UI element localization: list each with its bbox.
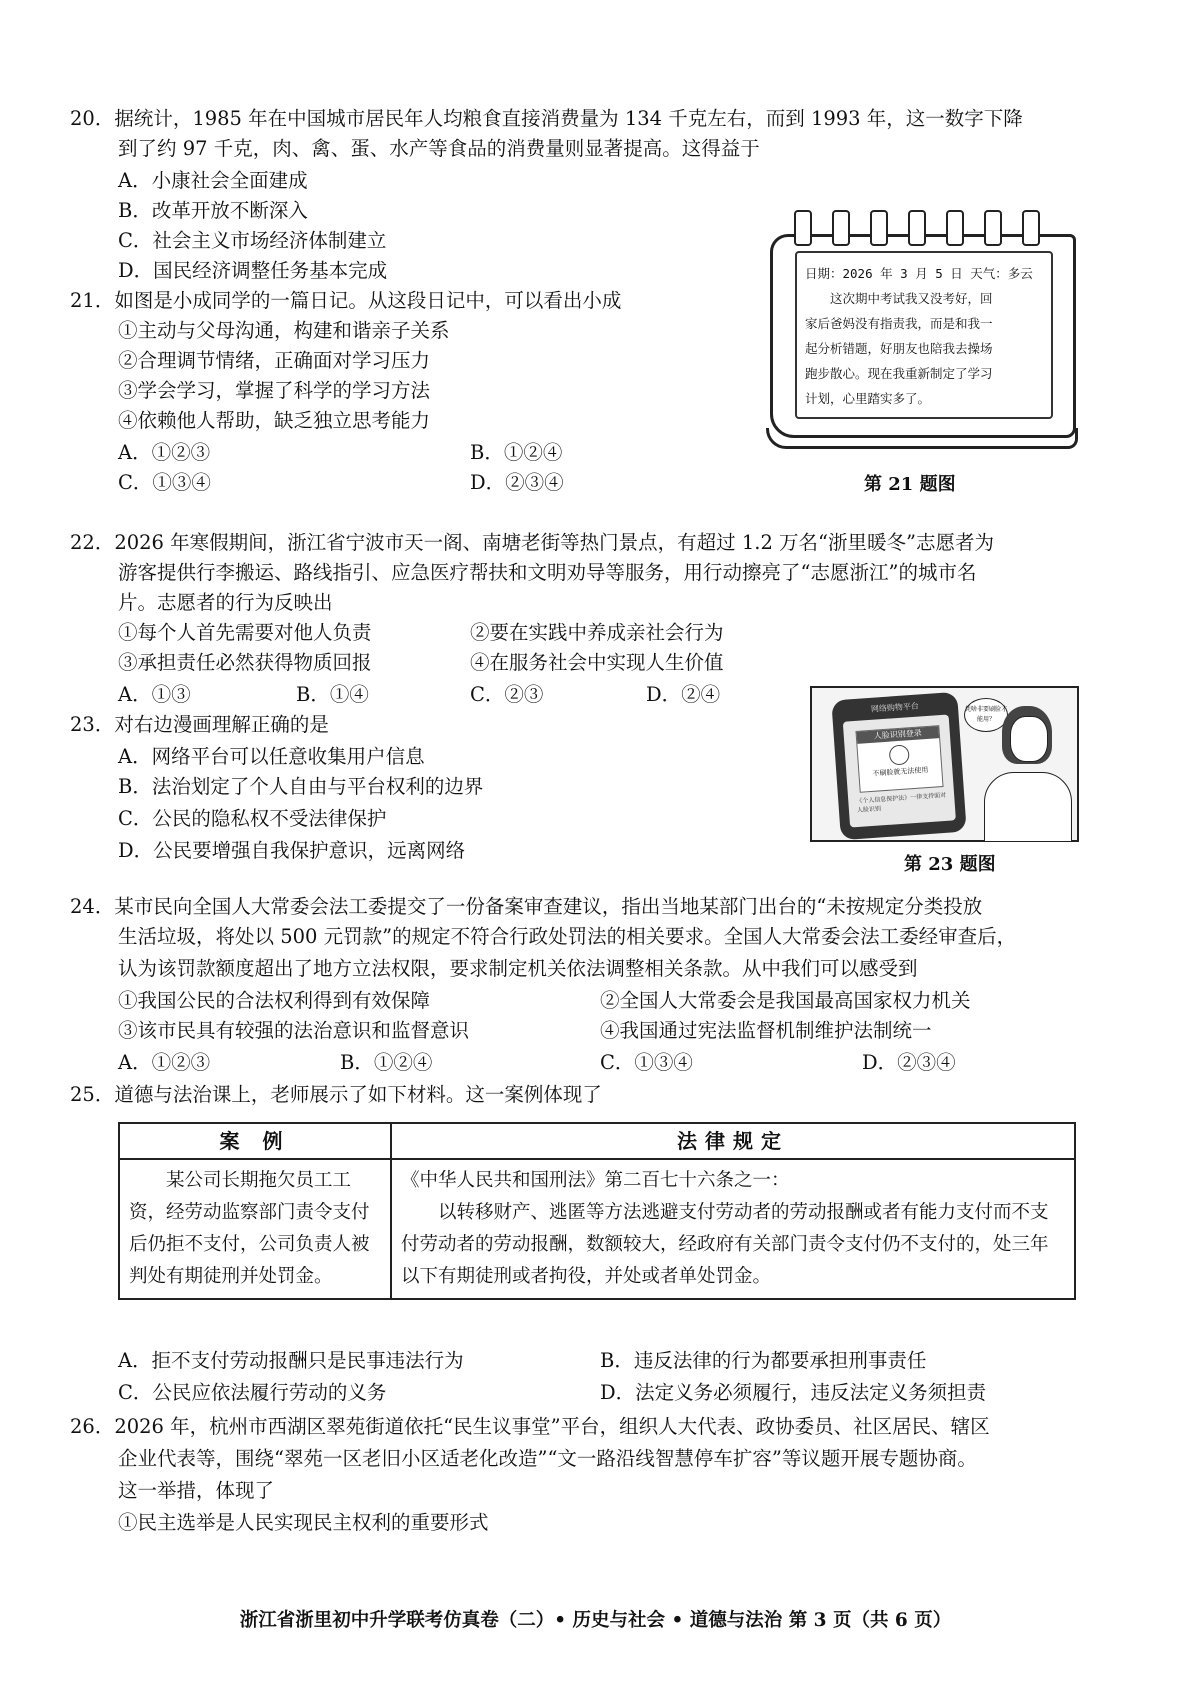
q20-stem-line-2: 到了约 97 千克，肉、禽、蛋、水产等食品的消费量则显著提高。这得益于 (118, 137, 760, 160)
q24-option-d: D．②③④ (862, 1051, 956, 1074)
q21-stem: 21．如图是小成同学的一篇日记。从这段日记中，可以看出小成 (70, 289, 622, 312)
q22-item-4: ④在服务社会中实现人生价值 (470, 651, 724, 674)
q22-stem-line-1: 22．2026 年寒假期间，浙江省宁波市天一阁、南塘老街等热门景点，有超过 1.2 万名“浙里暖冬”志愿者为 (70, 531, 994, 554)
woman-face (1010, 716, 1048, 762)
diary-ring-icon (984, 210, 1002, 246)
q26-stem-line-3: 这一举措，体现了 (118, 1479, 275, 1502)
q21-option-c: C．①③④ (118, 471, 211, 494)
speech-bubble: 凭啥非要刷脸才能用？ (964, 698, 1008, 732)
q24-option-c: C．①③④ (600, 1051, 693, 1074)
face-icon (889, 744, 910, 765)
q24-option-b: B．①②④ (340, 1051, 433, 1074)
phone-icon (831, 692, 966, 840)
q21-item-3: ③学会学习，掌握了科学的学习方法 (118, 379, 431, 402)
q25-option-d: D．法定义务必须履行，违反法定义务须担责 (600, 1381, 987, 1404)
q24-item-2: ②全国人大常委会是我国最高国家权力机关 (600, 989, 971, 1012)
q25-option-a: A．拒不支付劳动报酬只是民事违法行为 (118, 1349, 464, 1372)
q20-option-d: D．国民经济调整任务基本完成 (118, 259, 388, 282)
q26-item-1: ①民主选举是人民实现民主权利的重要形式 (118, 1511, 489, 1534)
table-cell-case (119, 1159, 391, 1299)
diary-line-4: 跑步散心。现在我重新制定了学习 (805, 366, 993, 381)
q22-item-1: ①每个人首先需要对他人负责 (118, 621, 372, 644)
page-footer: 浙江省浙里初中升学联考仿真卷（二）• 历史与社会 • 道德与法治 第 3 页（共 6 页） (239, 1610, 952, 1631)
q22-option-a: A．①③ (118, 683, 191, 706)
q22-option-d: D．②④ (646, 683, 721, 706)
q24-item-3: ③该市民具有较强的法治意识和监督意识 (118, 1019, 470, 1042)
diary-figure (762, 210, 1080, 450)
law-text: 以转移财产、逃匿等方法逃避支付劳动者的劳动报酬或者有能力支付而不支付劳动者的劳动报酬，数额较大，经政府有关部门责令支付仍不支付的，处三年以下有期徒刑或者拘役，并处或者单处罚金。 (401, 1202, 1049, 1287)
q23-option-b: B．法治划定了个人自由与平台权利的边界 (118, 775, 484, 798)
q26-stem-line-2: 企业代表等，围绕“翠苑一区老旧小区适老化改造”“文一路沿线智慧停车扩容”等议题开展专题协商。 (118, 1447, 977, 1470)
diary-line-2: 家后爸妈没有指责我，而是和我一 (805, 316, 993, 331)
diary-ring-icon (946, 210, 964, 246)
q23-option-d: D．公民要增强自我保护意识，远离网络 (118, 839, 466, 862)
q24-stem-line-2: 生活垃圾，将处以 500 元罚款”的规定不符合行政处罚法的相关要求。全国人大常委会法工委经审查后， (118, 925, 1017, 948)
case-law-table (118, 1122, 1076, 1300)
q22-item-3: ③承担责任必然获得物质回报 (118, 651, 372, 674)
q23-figure-caption: 第 23 题图 (904, 854, 996, 875)
phone-title: 网络购物平台 (870, 701, 920, 714)
q22-option-c: C．②③ (470, 683, 544, 706)
q22-stem-line-2: 游客提供行李搬运、路线指引、应急医疗帮扶和文明劝导等服务，用行动擦亮了“志愿浙江”的城市名 (118, 561, 977, 584)
diary-ring-icon (794, 210, 812, 246)
diary-ring-icon (1022, 210, 1040, 246)
q21-item-1: ①主动与父母沟通，构建和谐亲子关系 (118, 319, 450, 342)
q24-stem-line-1: 24．某市民向全国人大常委会法工委提交了一份备案审查建议，指出当地某部门出台的“未按规定分类投放 (70, 895, 983, 918)
diary-page (795, 251, 1053, 419)
table-cell-law (391, 1159, 1075, 1299)
popup-button: 不刷脸就无法使用 (872, 765, 929, 778)
q20-stem-line-1: 20．据统计，1985 年在中国城市居民年人均粮食直接消费量为 134 千克左右，而到 1993 年，这一数字下降 (70, 107, 1023, 130)
diary-notebook (770, 234, 1076, 438)
q20-option-a: A．小康社会全面建成 (118, 169, 308, 192)
diary-ring-icon (908, 210, 926, 246)
popup-title: 人脸识别登录 (857, 726, 940, 744)
q25-stem: 25．道德与法治课上，老师展示了如下材料。这一案例体现了 (70, 1083, 602, 1106)
q26-stem-line-1: 26．2026 年，杭州市西湖区翠苑街道依托“民生议事堂”平台，组织人大代表、政协委员、社区居民、辖区 (70, 1415, 990, 1438)
q24-item-1: ①我国公民的合法权利得到有效保障 (118, 989, 431, 1012)
case-text: 某公司长期拖欠员工工资，经劳动监察部门责令支付后仍拒不支付，公司负责人被判处有期徒刑并处罚金。 (129, 1170, 370, 1287)
q24-stem-line-3: 认为该罚款额度超出了地方立法权限，要求制定机关依法调整相关条款。从中我们可以感受到 (118, 957, 918, 980)
woman-body (984, 772, 1072, 842)
q21-option-b: B．①②④ (470, 441, 563, 464)
q21-item-4: ④依赖他人帮助，缺乏独立思考能力 (118, 409, 431, 432)
law-title: 《中华人民共和国刑法》第二百七十六条之一： (401, 1170, 790, 1191)
q25-option-b: B．违反法律的行为都要承担刑事责任 (600, 1349, 927, 1372)
q24-item-4: ④我国通过宪法监督机制维护法制统一 (600, 1019, 932, 1042)
q25-option-c: C．公民应依法履行劳动的义务 (118, 1381, 387, 1404)
q20-option-c: C．社会主义市场经济体制建立 (118, 229, 387, 252)
table-head-case: 案 例 (119, 1123, 391, 1159)
q22-stem-line-3: 片。志愿者的行为反映出 (118, 591, 333, 614)
q20-option-b: B．改革开放不断深入 (118, 199, 308, 222)
diary-header: 日期：2026 年 3 月 5 日 天气：多云 (805, 266, 1033, 281)
q22-item-2: ②要在实践中养成亲社会行为 (470, 621, 724, 644)
diary-line-5: 计划，心里踏实多了。 (805, 391, 931, 406)
q21-option-a: A．①②③ (118, 441, 211, 464)
q23-stem: 23．对右边漫画理解正确的是 (70, 713, 329, 736)
face-login-popup (855, 725, 943, 793)
phone-note: 《个人信息保护法》一律支持面对人脸识别 (856, 791, 947, 815)
diary-ring-icon (870, 210, 888, 246)
diary-line-3: 起分析错题，好朋友也陪我去操场 (805, 341, 993, 356)
diary-line-1: 这次期中考试我又没考好，回 (805, 291, 993, 306)
q23-option-c: C．公民的隐私权不受法律保护 (118, 807, 387, 830)
diary-ring-icon (832, 210, 850, 246)
q21-option-d: D．②③④ (470, 471, 564, 494)
q22-option-b: B．①④ (296, 683, 369, 706)
diary-page-edges (766, 428, 1078, 449)
q21-figure-caption: 第 21 题图 (864, 474, 956, 495)
q23-option-a: A．网络平台可以任意收集用户信息 (118, 745, 425, 768)
cartoon-figure (810, 686, 1079, 842)
q21-item-2: ②合理调节情绪，正确面对学习压力 (118, 349, 431, 372)
q24-option-a: A．①②③ (118, 1051, 211, 1074)
phone-screen (843, 714, 956, 827)
table-head-law: 法律规定 (391, 1123, 1075, 1159)
